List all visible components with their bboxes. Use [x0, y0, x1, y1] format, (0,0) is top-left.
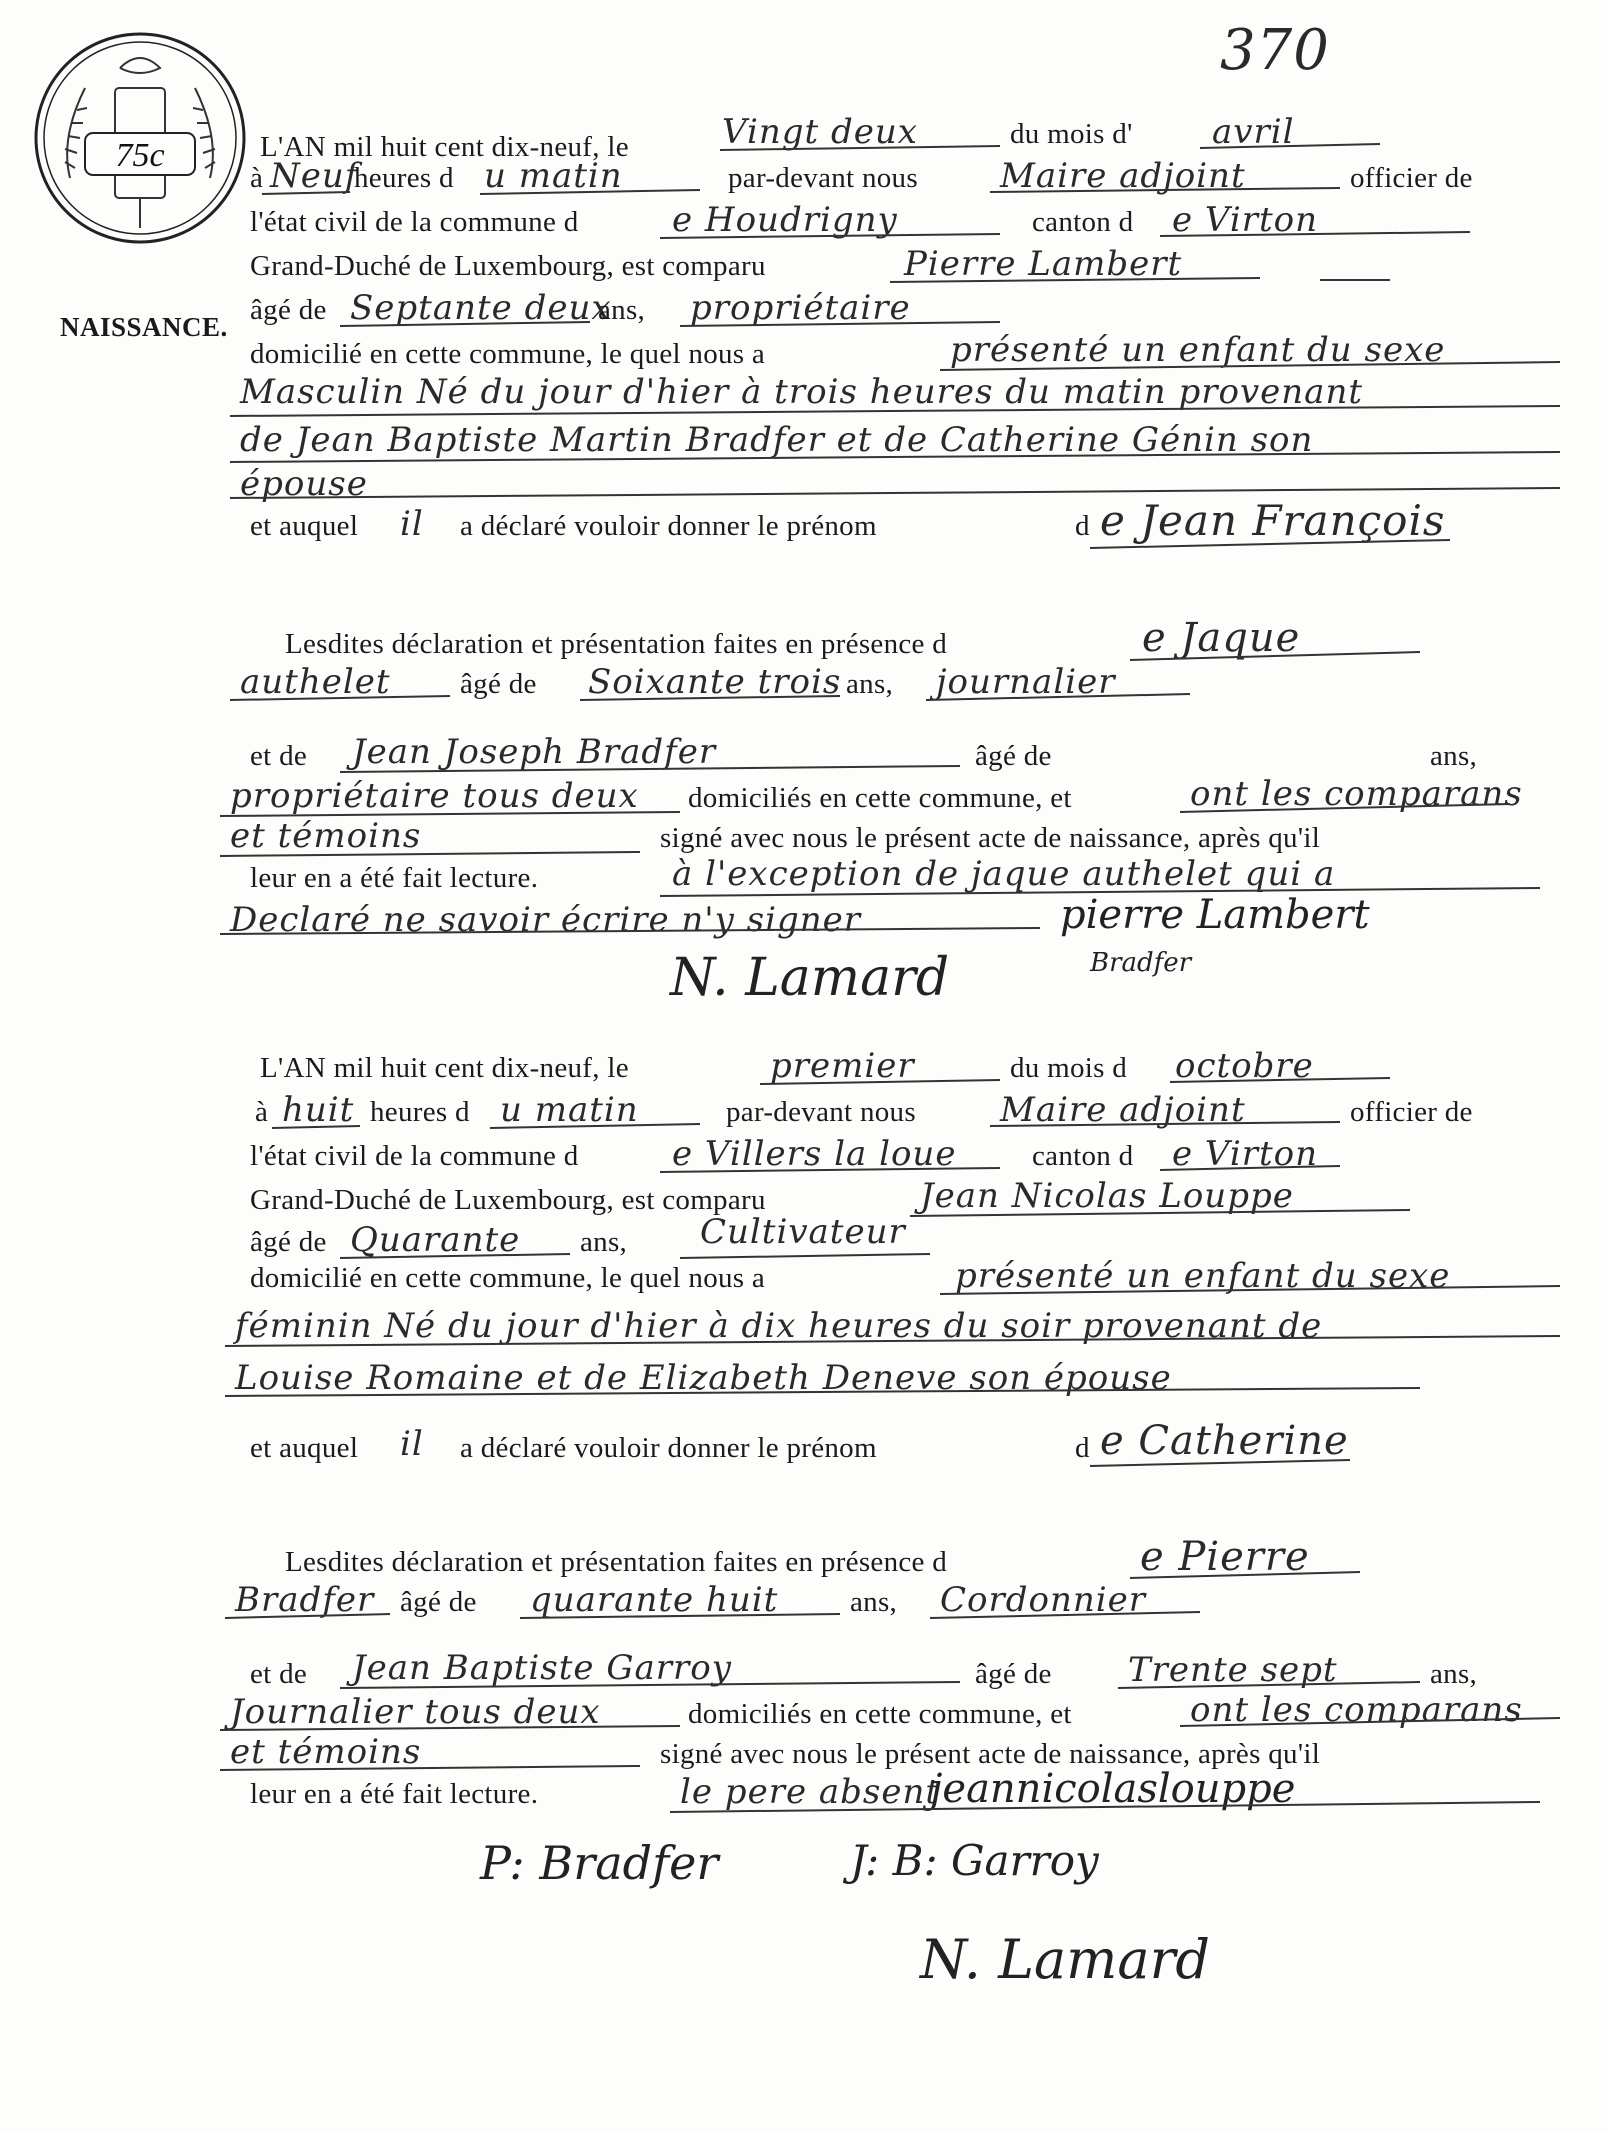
act1-first-name: e Jean François: [1100, 496, 1446, 545]
act1-line12-a: âgé de: [460, 668, 537, 700]
act2-witness1-surname: Bradfer: [235, 1580, 375, 1620]
act1-line1-text: L'AN mil huit cent dix-neuf, le: [260, 131, 629, 163]
act1-line14-a: domiciliés en cette commune, et: [688, 782, 1072, 814]
stamp-value: 75c: [115, 137, 165, 174]
act2-witness1-age: quarante huit: [530, 1580, 779, 1620]
act1-signature-declarant: pierre Lambert: [1060, 892, 1370, 938]
act1-month: avril: [1212, 112, 1295, 152]
act1-time: u matin: [484, 156, 623, 196]
tax-stamp-seal: [30, 28, 250, 248]
act1-line15-a: signé avec nous le présent acte de naissance, après qu'il: [660, 822, 1321, 854]
act1-line13-c: ans,: [1430, 740, 1478, 772]
act2-declarant: Jean Nicolas Louppe: [920, 1176, 1294, 1216]
act1-witness1: e Jaque: [1142, 615, 1301, 661]
act1-line1-b: du mois d': [1010, 118, 1133, 150]
act1-signature-officer: N. Lamard: [670, 948, 950, 1008]
act1-line2-d: officier de: [1350, 162, 1473, 194]
act1-occupation: propriétaire: [690, 288, 911, 328]
act2-hour: huit: [282, 1090, 355, 1130]
act2-witness2: Jean Baptiste Garroy: [352, 1648, 732, 1688]
margin-label: NAISSANCE.: [60, 312, 228, 342]
act2-line14-h: et témoins: [230, 1732, 422, 1772]
act1-line16-a: leur en a été fait lecture.: [250, 862, 539, 894]
act2-signature-witness2: J: B: Garroy: [850, 1836, 1099, 1885]
act2-time: u matin: [500, 1090, 639, 1130]
act2-official: Maire adjoint: [1000, 1090, 1246, 1130]
act2-pronoun: il: [400, 1424, 424, 1464]
act2-age: Quarante: [350, 1220, 521, 1260]
act1-witness2-occupation: propriétaire tous deux: [230, 776, 639, 816]
act1-line10-b: a déclaré vouloir donner le prénom: [460, 510, 877, 542]
act1-line17: Declaré ne savoir écrire n'y signer: [230, 900, 861, 940]
act1-commune: e Houdrigny: [672, 200, 898, 240]
act1-line16-h: à l'exception de jaque authelet qui a: [672, 854, 1336, 894]
act2-line7: féminin Né du jour d'hier à dix heures du soir provenant de: [235, 1306, 1323, 1346]
act2-witness1: e Pierre: [1140, 1534, 1310, 1580]
act1-age: Septante deux: [350, 288, 612, 328]
act2-first-name: e Catherine: [1100, 1418, 1349, 1464]
act2-line5-a: âgé de: [250, 1226, 327, 1258]
act2-line13-a: domiciliés en cette commune, et: [688, 1698, 1072, 1730]
act1-line6-a: domicilié en cette commune, le quel nous a: [250, 338, 766, 370]
act1-line10-c: d: [1075, 510, 1090, 542]
act2-line2-b: heures d: [370, 1096, 470, 1128]
act1-line9: épouse: [240, 464, 368, 504]
act2-line9-a: et auquel: [250, 1432, 359, 1464]
act2-line8: Louise Romaine et de Elizabeth Deneve son épouse: [235, 1358, 1172, 1398]
act2-line15-h: le pere absent: [680, 1772, 941, 1812]
act1-hour: Neuf: [270, 156, 359, 196]
act2-canton: e Virton: [1172, 1134, 1319, 1174]
act1-line8: de Jean Baptiste Martin Bradfer et de Catherine Génin son: [240, 420, 1314, 460]
act2-line11-a: âgé de: [400, 1586, 477, 1618]
act1-witness1-occupation: journalier: [936, 662, 1116, 702]
act2-line13-h: ont les comparans: [1190, 1690, 1523, 1730]
act2-commune: e Villers la loue: [672, 1134, 957, 1174]
act1-line13-b: âgé de: [975, 740, 1052, 772]
act2-line12-b: âgé de: [975, 1658, 1052, 1690]
act2-line1-b: du mois d: [1010, 1052, 1128, 1084]
act1-line11-a: Lesdites déclaration et présentation faites en présence d: [285, 628, 948, 660]
act2-signature-declarant: jeannicolaslouppe: [930, 1766, 1296, 1812]
act2-line10-a: Lesdites déclaration et présentation faites en présence d: [285, 1546, 948, 1578]
act1-line3-b: canton d: [1032, 206, 1134, 238]
act1-witness1-age: Soixante trois: [588, 662, 842, 702]
act2-line2-c: par-devant nous: [726, 1096, 916, 1128]
act1-line4-a: Grand-Duché de Luxembourg, est comparu: [250, 250, 766, 282]
act2-signature-witness1: P: Bradfer: [480, 1836, 719, 1890]
act2-line3-b: canton d: [1032, 1140, 1134, 1172]
act1-line5-b: ans,: [598, 294, 646, 326]
act1-line5-a: âgé de: [250, 294, 327, 326]
act1-witness2: Jean Joseph Bradfer: [352, 732, 717, 772]
act1-pronoun: il: [400, 504, 424, 544]
act1-line15-h: et témoins: [230, 816, 422, 856]
act1-day: Vingt deux: [722, 112, 918, 152]
act2-line11-b: ans,: [850, 1586, 898, 1618]
act1-declarant: Pierre Lambert: [904, 244, 1183, 284]
act2-line12-a: et de: [250, 1658, 308, 1690]
act1-line2-a: à: [250, 162, 264, 194]
act2-occupation: Cultivateur: [700, 1212, 906, 1252]
act1-line2-b: heures d: [354, 162, 454, 194]
act1-official: Maire adjoint: [1000, 156, 1246, 196]
act2-witness2-occupation: Journalier tous deux: [230, 1692, 601, 1732]
act2-witness1-occupation: Cordonnier: [940, 1580, 1147, 1620]
act1-canton: e Virton: [1172, 200, 1319, 240]
act2-line14-a: signé avec nous le présent acte de naissance, après qu'il: [660, 1738, 1321, 1770]
act1-signature-witness: Bradfer: [1090, 948, 1192, 978]
act2-witness2-age: Trente sept: [1128, 1650, 1338, 1690]
act1-witness1-surname: authelet: [240, 662, 391, 702]
act1-line14-h: ont les comparans: [1190, 774, 1523, 814]
act2-day: premier: [770, 1046, 915, 1086]
act2-line1-text: L'AN mil huit cent dix-neuf, le: [260, 1052, 629, 1084]
act1-line2-c: par-devant nous: [728, 162, 918, 194]
act2-line2-a: à: [255, 1096, 269, 1128]
act2-signature-officer: N. Lamard: [920, 1928, 1210, 1991]
act2-line6-a: domicilié en cette commune, le quel nous a: [250, 1262, 766, 1294]
act2-line12-c: ans,: [1430, 1658, 1478, 1690]
act1-line3-a: l'état civil de la commune d: [250, 206, 579, 238]
act2-line9-b: a déclaré vouloir donner le prénom: [460, 1432, 877, 1464]
act1-line13-a: et de: [250, 740, 308, 772]
folio-number: 370: [1220, 18, 1330, 83]
act1-line10-a: et auquel: [250, 510, 359, 542]
act2-line6-h: présenté un enfant du sexe: [955, 1256, 1451, 1296]
act1-line12-b: ans,: [846, 668, 894, 700]
act2-line5-b: ans,: [580, 1226, 628, 1258]
act2-line4-a: Grand-Duché de Luxembourg, est comparu: [250, 1184, 766, 1216]
act2-line15-a: leur en a été fait lecture.: [250, 1778, 539, 1810]
act2-month: octobre: [1175, 1046, 1314, 1086]
act2-line3-a: l'état civil de la commune d: [250, 1140, 579, 1172]
act2-line9-c: d: [1075, 1432, 1090, 1464]
act1-line7: Masculin Né du jour d'hier à trois heures du matin provenant: [240, 372, 1364, 412]
act2-line2-d: officier de: [1350, 1096, 1473, 1128]
act1-line6-h: présenté un enfant du sexe: [950, 330, 1446, 370]
